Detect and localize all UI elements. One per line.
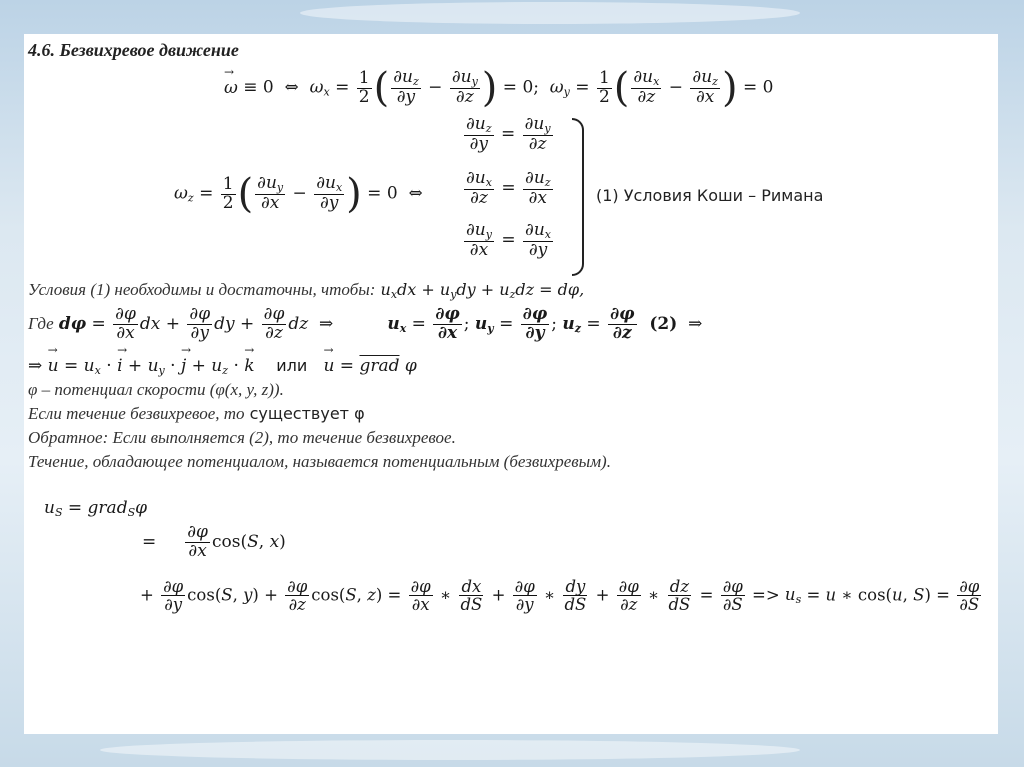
velocity-vector-line: ⇒ → $u = u_x$ · → $i + u_y$ · → $j + u_z$ · → k или → u = grad φ <box>28 356 417 377</box>
formula-us-full: + $\frac{\partial\varphi}{\partial y}$ cos(S, y) + $\frac{\partial\varphi}{\partial z}$ cos(S, z) = $\frac{\partial\varphi}{\partial x}$ ∗ $\frac{dx}{dS}$ + $\frac{\partial\varphi}{\partial y}$ ∗ $\frac{dy}{dS}$ + $\frac{\partial\varphi}{\partial z}$ ∗ $\frac{dz}{dS}$ = $\frac{\partial\varphi}{\partial S}$ => $u_s = u$ ∗ cos(u, S) = $\frac{\partial\varphi}{\partial S}$ <box>140 577 980 615</box>
cauchy-riemann-label: (1) Условия Коши – Римана <box>596 186 824 205</box>
formula-vorticity-zero: → ω ≡ 0 ⇔ $\omega_x$ = $\frac{1}{2}$ ( $\frac{\partial u_z}{\partial y}$ − $\frac{\partial u_y}{\partial z}$ ) = 0; $\omega_y$ = $\frac{1}{2}$ ( $\frac{\partial u_x}{\partial z}$ − $\frac{\partial u_z}{\partial x}$ ) = 0 <box>224 68 773 108</box>
system-brace <box>572 118 584 276</box>
potential-line: φ – потенциал скорости (φ(x, y, z)). <box>28 380 284 399</box>
section-heading: 4.6. Безвихревое движение <box>28 40 239 60</box>
conditions-line: Условия (1) необходимы и достаточны, чтобы: $u_xdx + u_ydy + u_zdz = d\varphi$, <box>28 280 585 301</box>
differential-line: Где dφ = $\frac{\partial\varphi}{\partial x}$ dx + $\frac{\partial\varphi}{\partial y}$ dy + $\frac{\partial\varphi}{\partial z}$ dz ⇒ $u_x$ = $\frac{\partial\varphi}{\partial x}$ ; $u_y$ = $\frac{\partial\varphi}{\partial y}$ ; $u_z$ = $\frac{\partial\varphi}{\partial z}$ (2) ⇒ <box>28 304 703 343</box>
background-streak-top <box>300 2 800 24</box>
cauchy-riemann-eq-2: $\frac{\partial u_x}{\partial z}$ = $\frac{\partial u_z}{\partial x}$ <box>466 168 551 208</box>
background-streak-bottom <box>100 740 800 760</box>
irrotational-line: Если течение безвихревое, то существует φ <box>28 404 365 423</box>
formula-omega-z: $\omega_z$ = $\frac{1}{2}$ ( $\frac{\partial u_y}{\partial x}$ − $\frac{\partial u_x}{\partial y}$ ) = 0 ⇔ <box>174 171 423 217</box>
converse-line: Обратное: Если выполняется (2), то течение безвихревое. <box>28 428 456 447</box>
potential-flow-line: Течение, обладающее потенциалом, называется потенциальным (безвихревым). <box>28 452 611 471</box>
formula-us-cos: = $\frac{\partial\varphi}{\partial x}$ cos(S, x) <box>142 522 286 561</box>
cauchy-riemann-eq-3: $\frac{\partial u_y}{\partial x}$ = $\frac{\partial u_x}{\partial y}$ <box>466 220 551 260</box>
slide <box>24 34 998 734</box>
cauchy-riemann-eq-1: $\frac{\partial u_z}{\partial y}$ = $\frac{\partial u_y}{\partial z}$ <box>466 114 551 154</box>
formula-us-grad: $u_S$ = grad$_S$φ <box>44 498 148 519</box>
